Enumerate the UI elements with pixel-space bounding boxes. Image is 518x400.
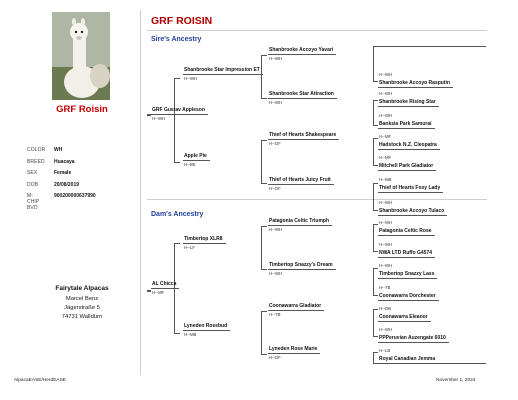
- section-divider: [147, 199, 487, 200]
- ancestor-name: Coonawarra Dorchester: [378, 292, 439, 301]
- alpaca-image: [52, 12, 110, 100]
- ancestor-name: Patagonia Celtic Triumph: [268, 217, 332, 226]
- ancestor-color: H--WH: [379, 220, 393, 225]
- detail-label: M-CHIP: [27, 193, 40, 206]
- ancestor-name: Timbertop Snazzy Lass: [378, 270, 437, 279]
- dam-section-heading: Dam's Ancestry: [151, 211, 204, 218]
- ancestor-name: Thief of Hearts Juicy Fruit: [268, 176, 334, 185]
- owner-name: Fairytale Alpacas: [55, 285, 109, 292]
- ancestor-name: Thief of Hearts Foxy Lady: [378, 184, 443, 193]
- ancestor-color: H--LF: [184, 245, 195, 250]
- ancestor-color: H--WH: [379, 242, 393, 247]
- detail-value: WH: [54, 147, 63, 153]
- ancestor-name: Shanbrooke Accoyo Yavari: [268, 46, 336, 55]
- ancestor-color: H--BE: [184, 162, 196, 167]
- ancestor-name: NWA LTD Ruffo G4574: [378, 249, 435, 258]
- ancestor-color: H--DF: [269, 355, 281, 360]
- ancestor-color: H--WH: [269, 56, 283, 61]
- detail-value: 20/08/2019: [54, 181, 80, 188]
- connector: [261, 226, 267, 270]
- sire-section-heading: Sire's Ancestry: [151, 36, 202, 43]
- ancestor-color: H--WH: [269, 227, 283, 232]
- ancestor-color: H--WH: [379, 72, 393, 77]
- ancestor-name: Lyneden Rosebud: [183, 322, 230, 331]
- ancestor-color: H--TB: [379, 285, 391, 290]
- ancestor-color: H--WH: [379, 91, 393, 96]
- detail-label: DOB: [27, 181, 39, 188]
- ancestor-name: Mitchell Park Gladiator: [378, 162, 436, 171]
- detail-label: SEX: [27, 170, 38, 177]
- ancestor-color: H--WH: [379, 113, 393, 118]
- page-title: GRF ROISIN: [151, 15, 213, 27]
- owner-street: Jägerstraße 5: [64, 305, 100, 311]
- ancestor-color: H--WH: [269, 100, 283, 105]
- connector: [261, 55, 267, 99]
- ancestor-color: H--MB: [379, 177, 392, 182]
- ancestor-name: Lyneden Rose Marie: [268, 345, 320, 354]
- owner-block: [20, 285, 144, 322]
- column-divider: [140, 10, 141, 375]
- ancestor-color: H--WH: [379, 327, 393, 332]
- ancestor-name: AL Chicca: [151, 280, 179, 289]
- animal-name: GRF Roisin: [56, 104, 108, 115]
- ancestor-name: Coonawarra Eleanor: [378, 313, 431, 322]
- ancestor-color: H--DF: [269, 141, 281, 146]
- ancestor-color: H--WH: [152, 116, 166, 121]
- detail-value: Huacaya: [54, 158, 75, 165]
- ancestor-name: Patagonia Celtic Rose: [378, 227, 435, 236]
- alpaca-photo: [52, 12, 110, 100]
- ancestor-name: Banksia Park Samurai: [378, 120, 435, 129]
- owner-city: 74731 Walldürn: [61, 314, 103, 320]
- ancestor-color: H--WH: [379, 263, 393, 268]
- ancestor-color: H--WH: [379, 200, 393, 205]
- owner-contact: Marcel Benz: [65, 296, 99, 302]
- detail-value: 900200000637990: [54, 193, 96, 200]
- ancestor-color: H--MF: [152, 290, 165, 295]
- ancestor-name: Shanbrooke Accoyo Tulaco: [378, 207, 447, 216]
- ancestor-name: PPPeruvian Auzengate 6010: [378, 334, 449, 343]
- ancestor-color: H--WH: [269, 271, 283, 276]
- ancestor-name: Shanbrooke Accoyo Rasputin: [378, 79, 453, 88]
- dam-entry[interactable]: [151, 280, 271, 299]
- ancestor-color: H--MF: [379, 134, 392, 139]
- footer-date: November 1, 2024: [436, 378, 476, 383]
- ancestor-name: Hadstock N.Z. Cleopatra: [378, 141, 440, 150]
- ancestor-name: Timbertop XLR8: [183, 235, 226, 244]
- connector: [261, 311, 267, 355]
- ancestor-name: Timbertop Snazzy's Dream: [268, 261, 336, 270]
- ancestor-color: H--DF: [269, 186, 281, 191]
- detail-label: BVD: [27, 204, 38, 211]
- title-divider: [147, 30, 487, 31]
- detail-value: Female: [54, 170, 72, 177]
- ancestor-color: H--DB: [379, 306, 391, 311]
- ancestor-name: Shanbrooke Star Attraction: [268, 90, 337, 99]
- ancestor-name: GRF Gustav Appleson: [151, 106, 208, 115]
- connector: [261, 140, 267, 184]
- ancestor-name: Royal Canadian Jemma: [378, 355, 438, 364]
- ancestor-color: H--LB: [379, 348, 391, 353]
- connector: [373, 46, 378, 82]
- footer-software: AlpacaEASE/HerdEASE: [14, 378, 66, 383]
- ancestor-name: Coonawarra Gladiator: [268, 302, 324, 311]
- sire-entry[interactable]: [151, 106, 271, 125]
- ancestor-name: Apple Pie: [183, 152, 210, 161]
- ancestor-color: H--MB: [184, 332, 197, 337]
- detail-label: COLOR: [27, 147, 46, 153]
- detail-label: BREED: [27, 158, 45, 165]
- ancestor-color: H--MF: [379, 155, 392, 160]
- ancestor-color: H--WH: [184, 76, 198, 81]
- ancestor-color: H--TB: [269, 312, 281, 317]
- ancestor-name: Shanbrooke Rising Star: [378, 98, 439, 107]
- ancestor-name: Shanbrooke Star Impression ET: [183, 66, 263, 75]
- empty-ancestor-slot: [378, 46, 486, 47]
- ancestor-name: Thief of Hearts Shakespeare: [268, 131, 339, 140]
